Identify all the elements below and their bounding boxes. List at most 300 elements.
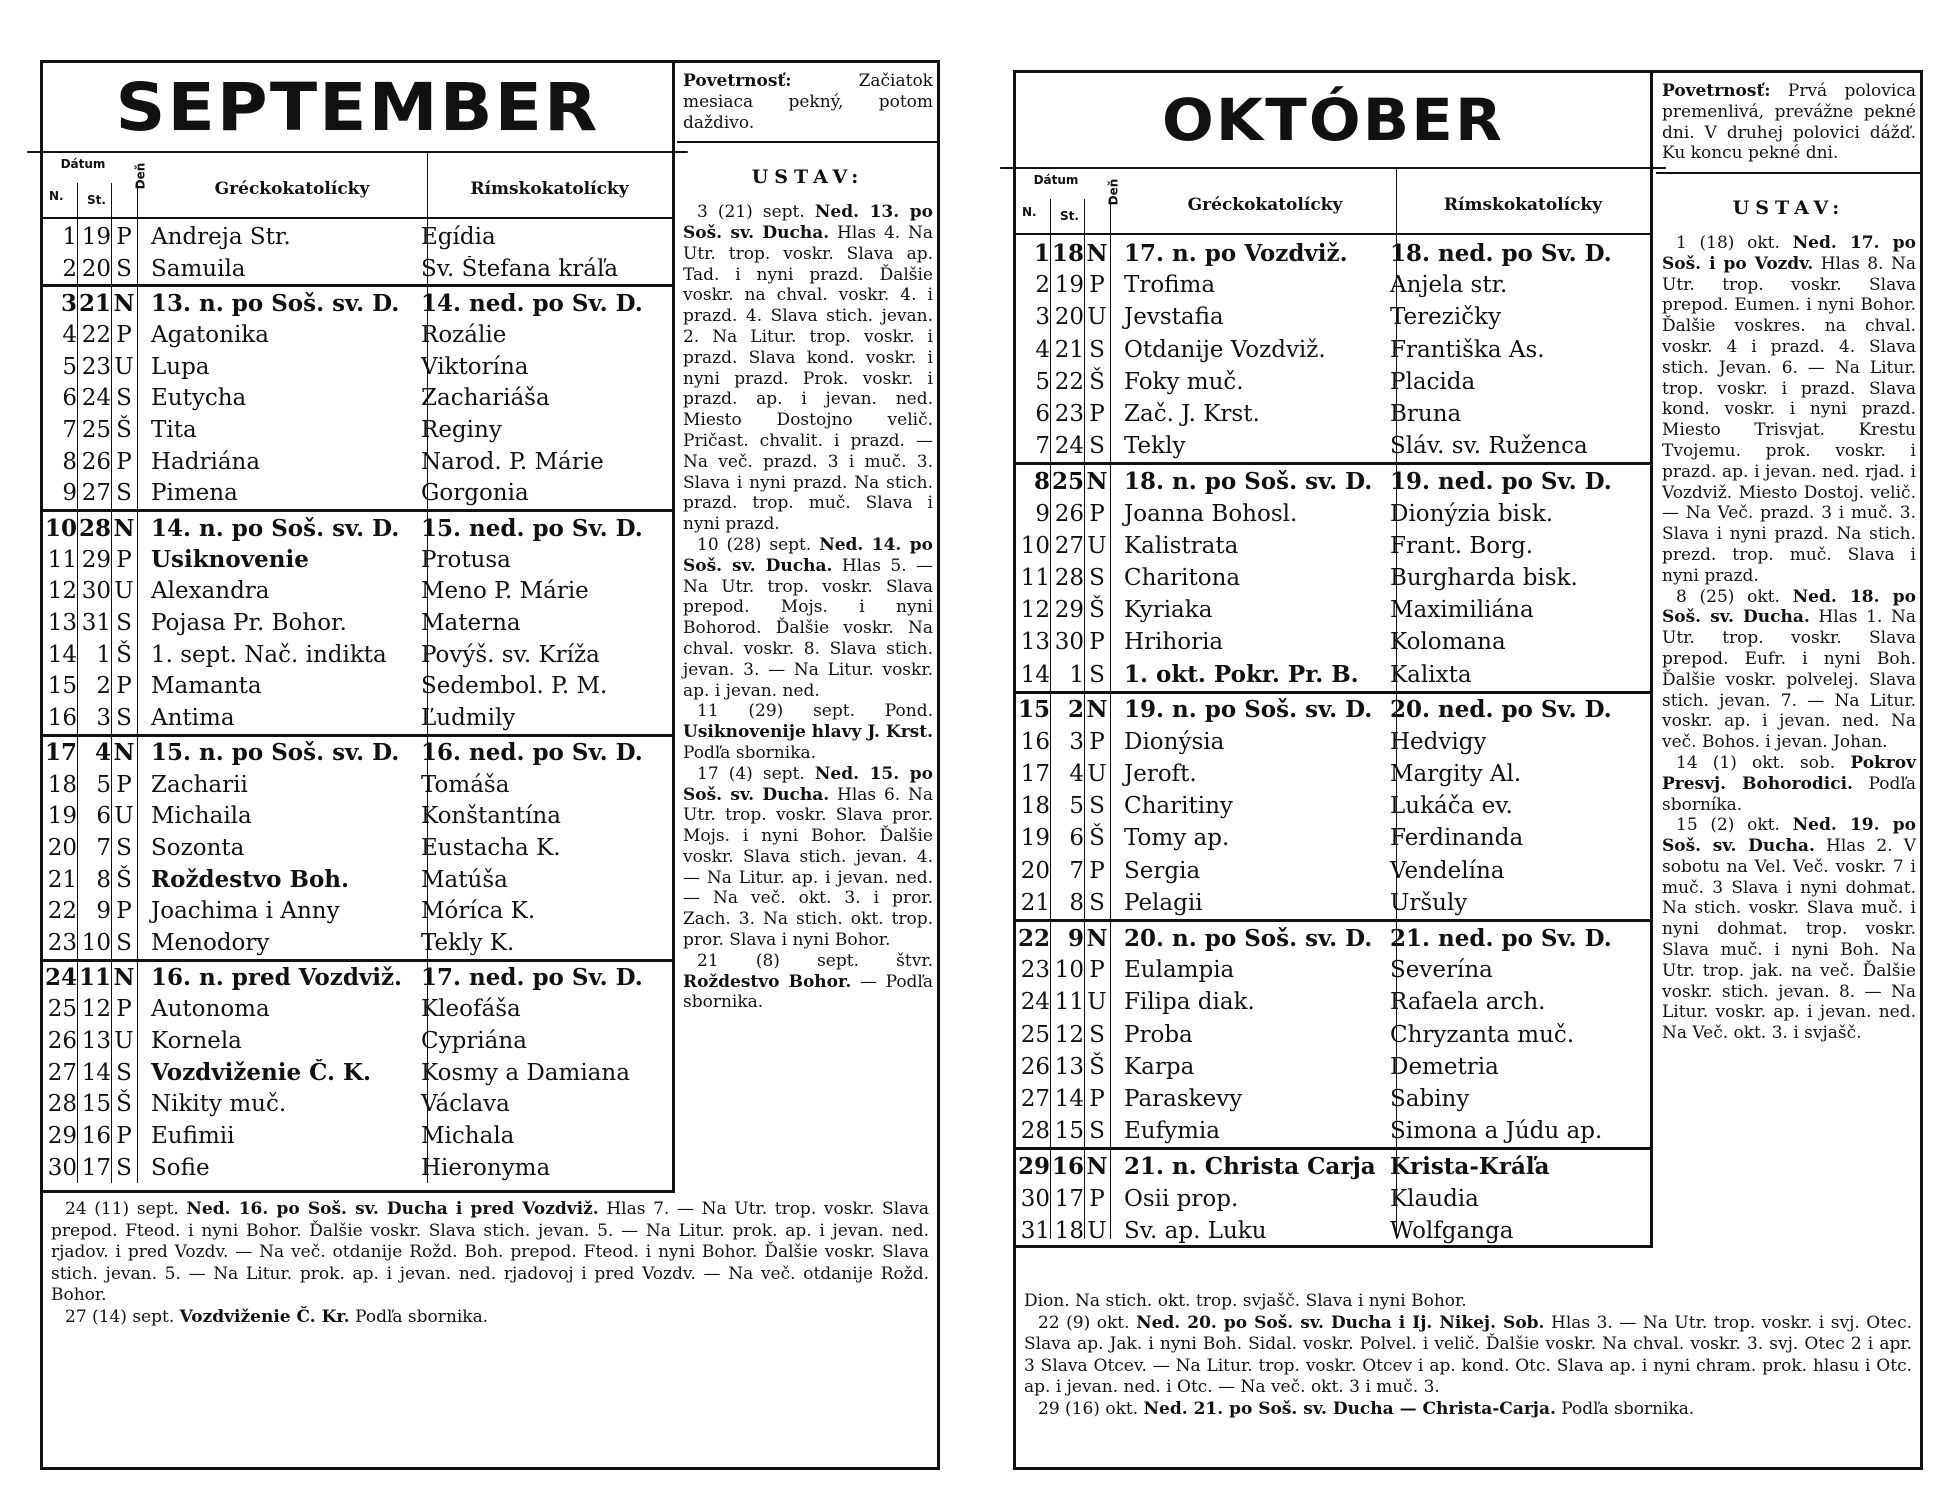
calendar-row [1016,1019,1650,1051]
weekday-letter: Š [1089,368,1105,395]
old-style-day: 12 [81,996,111,1023]
day-number: 20 [1020,857,1050,884]
roman-catholic-feast: 16. ned. po Sv. D. [421,739,643,767]
weekday-letter: S [1089,336,1105,363]
old-style-day: 28 [78,514,111,542]
header-datum: Dátum [1033,173,1079,187]
greek-catholic-feast: Jevstafia [1124,304,1224,331]
old-style-day: 2 [1067,696,1084,724]
day-number: 30 [47,1154,77,1181]
day-number: 21 [1020,889,1050,916]
old-style-day: 31 [81,610,111,637]
note-feast: Roždestvo Bohor. [683,971,852,992]
weekday-letter: U [1087,761,1107,788]
roman-catholic-feast: Matúša [421,866,508,893]
old-style-day: 1 [96,641,111,668]
roman-catholic-feast: Františka As. [1390,336,1545,363]
greek-catholic-feast: Roždestvo Boh. [151,866,350,894]
greek-catholic-feast: Joanna Bohosl. [1124,500,1298,527]
old-style-day: 13 [1054,1053,1084,1080]
note-paragraph [1662,587,1916,753]
roman-catholic-feast: Kosmy a Damiana [421,1059,630,1086]
day-number: 11 [47,546,77,573]
calendar-row [1016,691,1650,726]
note-text: Podľa sbornika. [683,742,817,763]
old-style-day: 7 [96,834,111,861]
day-number: 1 [1033,239,1050,267]
greek-catholic-feast: Eufymia [1124,1118,1220,1145]
roman-catholic-feast: Burgharda bisk. [1390,564,1578,591]
greek-catholic-feast: Alexandra [151,578,270,605]
calendar-row [1016,790,1650,822]
greek-catholic-feast: Trofima [1124,272,1216,299]
ustav-heading: USTAV: [1732,197,1846,220]
roman-catholic-feast: Frant. Borg. [1390,532,1534,559]
roman-catholic-feast: Gorgonia [421,480,529,507]
weekday-letter: N [113,739,135,767]
greek-catholic-feast: Filipa diak. [1124,989,1255,1016]
calendar-row [1016,530,1650,562]
header-greek: Gréckokatolícky [214,179,370,199]
weekday-letter: Š [116,641,132,668]
day-number: 2 [62,255,77,282]
weekday-letter: P [116,996,132,1023]
roman-catholic-feast: Václava [421,1091,510,1118]
weekday-letter: P [116,771,132,798]
old-style-day: 29 [1054,597,1084,624]
calendar-row [1016,1115,1650,1147]
old-style-day: 22 [81,321,111,348]
weekday-letter: P [116,448,132,475]
weekday-letter: N [1086,239,1108,267]
day-number: 1 [62,223,77,250]
note-text: Hlas 6. Na Utr. trop. voskr. Slava pror. Mojs. i nyni Bohor. Ďalšie voskr. Slava stich. jevan. 4. — Na Litur. ap. i jevan. ned. — Na več. okt. 3. i pror. Zach. 3. Na stich. okt. trop. pror. Slava i nyni Bohor. [683,784,933,951]
roman-catholic-feast: Kleofáša [421,996,521,1023]
weekday-letter: P [1089,401,1105,428]
day-number: 26 [47,1028,77,1055]
weekday-letter: S [1089,433,1105,460]
old-style-day: 26 [1054,500,1084,527]
greek-catholic-feast: Charitona [1124,564,1241,591]
note-paragraph [1024,1291,1912,1313]
note-feast: Ned. 14. po Soš. sv. Ducha. [683,534,933,576]
weekday-letter: P [1089,1085,1105,1112]
old-style-day: 25 [1051,467,1084,495]
day-number: 13 [1020,629,1050,656]
roman-catholic-feast: Lukáča ev. [1390,793,1513,820]
note-text: Hlas 7. — Na Utr. trop. voskr. Slava prepod. Fteod. i nyni Bohor. Ďalšie voskr. Slava stich. jevan. 5. — Na Litur. prok. ap. i jevan. ned. rjadov. i pred Vozdv. — Na več. otdanije Rožd. Boh. prepod. Fteod. i nyni Bohor. Ďalšie voskr. Slava stich. jevan. 5. — Na Litur. prok. ap. i jevan. ned. rjadovoj i pred Vozdv. — Na več. otdanije Rožd. Bohor. [51,1199,930,1305]
old-style-day: 19 [1054,272,1084,299]
weekday-letter: P [1089,728,1105,755]
header-n: N. [49,189,64,203]
old-style-day: 15 [1054,1118,1084,1145]
old-style-day: 2 [96,673,111,700]
greek-catholic-feast: Vozdviženie Č. K. [151,1059,372,1087]
calendar-row [1016,398,1650,430]
day-number: 28 [1020,1118,1050,1145]
roman-catholic-feast: 15. ned. po Sv. D. [421,514,643,542]
header-den: Deň [133,162,148,190]
note-text: Hlas 3. — Na Utr. trop. voskr. i svj. Otec. Slava ap. Jak. i nyni Boh. Sidal. voskr. Polvel. i velič. Ďalšie voskr. Na chval. voskr. 3. svj. Otec 2 i apr. 3 Slava Otcev. — Na Litur. trop. voskr. Otcev i ap. kond. Otc. Slava ap. i nyni chram. prok. hlasu i Otc. ap. i jevan. ned. i Otc. — Na več. okt. 3 i muč. 3. [1024,1312,1913,1397]
weekday-letter: S [116,1059,132,1086]
old-style-day: 10 [1054,957,1084,984]
oktober-page [1013,70,1923,1470]
greek-catholic-feast: 18. n. po Soš. sv. D. [1124,467,1373,495]
calendar-row [1016,919,1650,954]
old-style-day: 3 [1069,728,1084,755]
greek-catholic-feast: Hrihoria [1124,629,1224,656]
calendar-row [1016,269,1650,301]
header-st: St. [87,193,106,207]
day-number: 5 [62,353,77,380]
weekday-letter: U [1087,989,1107,1016]
september-sidebar [677,63,939,1013]
day-number: 11 [1020,564,1050,591]
day-number: 8 [1033,467,1050,495]
old-style-day: 8 [1069,889,1084,916]
greek-catholic-feast: Tomy ap. [1124,825,1230,852]
greek-catholic-feast: Eufimii [151,1123,235,1150]
greek-catholic-feast: Samuila [151,255,246,282]
calendar-row [1016,594,1650,626]
weekday-letter: Š [116,416,132,443]
weekday-letter: U [1087,1217,1107,1244]
greek-catholic-feast: Mamanta [151,673,262,700]
greek-catholic-feast: Sofie [151,1154,210,1181]
day-number: 25 [47,996,77,1023]
weekday-letter: P [1089,957,1105,984]
greek-catholic-feast: Tita [151,416,197,443]
old-style-day: 20 [1054,304,1084,331]
day-number: 29 [47,1123,77,1150]
greek-catholic-feast: 20. n. po Soš. sv. D. [1124,924,1373,952]
note-paragraph [683,951,933,1013]
old-style-day: 24 [1054,433,1084,460]
weekday-letter: N [113,289,135,317]
roman-catholic-feast: Placida [1390,368,1476,395]
roman-catholic-feast: 17. ned. po Sv. D. [421,964,643,992]
calendar-row [1016,301,1650,333]
weekday-letter: P [1089,857,1105,884]
weekday-letter: S [116,834,132,861]
ustav-text [1656,233,1922,1044]
weekday-letter: U [114,353,134,380]
column-divider [111,183,112,1183]
old-style-day: 14 [1054,1085,1084,1112]
roman-catholic-feast: Wolfganga [1390,1217,1514,1244]
old-style-day: 14 [81,1059,111,1086]
oktober-calendar [1016,73,1653,1248]
day-number: 4 [62,321,77,348]
greek-catholic-feast: Karpa [1124,1053,1195,1080]
greek-catholic-feast: Zacharii [151,771,248,798]
note-date: 22 (9) okt. [1038,1312,1130,1333]
roman-catholic-feast: Demetria [1390,1053,1499,1080]
september-calendar [43,63,675,1193]
oktober-footer-notes [1024,1291,1912,1420]
greek-catholic-feast: Osii prop. [1124,1185,1239,1212]
old-style-day: 21 [78,289,111,317]
day-number: 10 [44,514,77,542]
note-date: 17 (4) sept. [697,763,805,784]
weekday-letter: P [116,223,132,250]
roman-catholic-feast: Severína [1390,957,1493,984]
calendar-row [1016,887,1650,919]
calendar-row [1016,237,1650,269]
old-style-day: 17 [1054,1185,1084,1212]
column-divider [1084,199,1085,1239]
roman-catholic-feast: 14. ned. po Sv. D. [421,289,643,317]
weekday-letter: U [1087,532,1107,559]
ustav-text [677,202,939,1013]
note-text: Hlas 2. V sobotu na Vel. Več. voskr. 7 i muč. 3 Slava i nyni dohmat. Na stich. voskr. Slava muč. i nyni dohmat. trop. voskr. Slava muč. i nyni Boh. Na Utr. trop. jak. na več. Ďalšie voskr. stich. jevan. 8. — Na Litur. voskr. ap. i jevan. ned. Na Več. okt. 3. i svjašč. [1662,836,1916,1044]
greek-catholic-feast: Autonoma [151,996,270,1023]
roman-catholic-feast: Protusa [421,546,511,573]
greek-catholic-feast: Antima [151,705,235,732]
calendar-row [1016,954,1650,986]
old-style-day: 27 [1054,532,1084,559]
day-number: 17 [44,739,77,767]
old-style-day: 20 [81,255,111,282]
old-style-day: 13 [81,1028,111,1055]
roman-catholic-feast: Sabiny [1390,1085,1470,1112]
header-greek: Gréckokatolícky [1187,195,1343,215]
roman-catholic-feast: 19. ned. po Sv. D. [1390,467,1612,495]
roman-catholic-feast: Meno P. Márie [421,578,589,605]
roman-catholic-feast: Michala [421,1123,515,1150]
day-number: 27 [47,1059,77,1086]
greek-catholic-feast: Pelagii [1124,889,1203,916]
greek-catholic-feast: Lupa [151,353,210,380]
note-feast: Ned. 13. po Soš. sv. Ducha. [683,202,933,243]
weekday-letter: S [1089,889,1105,916]
day-number: 19 [47,803,77,830]
day-number: 3 [60,289,77,317]
day-number: 14 [1020,661,1050,688]
old-style-day: 11 [1054,989,1084,1016]
weekday-letter: P [116,321,132,348]
calendar-row [1016,462,1650,497]
note-feast: Ned. 18. po Soš. sv. Ducha. [1662,586,1916,628]
greek-catholic-feast: Charitiny [1124,793,1233,820]
old-style-day: 6 [96,803,111,830]
weekday-letter: U [114,803,134,830]
roman-catholic-feast: 18. ned. po Sv. D. [1390,239,1612,267]
calendar-row [1016,658,1650,690]
old-style-day: 16 [1051,1152,1084,1180]
note-date: 21 (8) sept. štvr. [697,950,933,971]
day-number: 18 [1020,793,1050,820]
day-number: 23 [47,929,77,956]
greek-catholic-feast: 14. n. po Soš. sv. D. [151,514,400,542]
weekday-letter: S [1089,564,1105,591]
old-style-day: 30 [1054,629,1084,656]
greek-catholic-feast: Nikity muč. [151,1091,287,1118]
note-paragraph [683,701,933,763]
calendar-row [1016,430,1650,462]
old-style-day: 22 [1054,368,1084,395]
note-date: 8 (25) okt. [1676,586,1780,607]
greek-catholic-feast: Joachima i Anny [151,898,340,925]
day-number: 30 [1020,1185,1050,1212]
weekday-letter: S [116,255,132,282]
column-divider [1050,199,1051,1239]
greek-catholic-feast: Michaila [151,803,252,830]
weekday-letter: N [1086,1152,1108,1180]
old-style-day: 29 [81,546,111,573]
greek-catholic-feast: Menodory [151,929,270,956]
day-number: 24 [1020,989,1050,1016]
day-number: 9 [62,480,77,507]
note-paragraph [51,1199,929,1307]
roman-catholic-feast: 21. ned. po Sv. D. [1390,924,1612,952]
weekday-letter: P [1089,500,1105,527]
header-datum: Dátum [60,157,106,171]
column-divider [137,183,138,1183]
note-text: Podľa sborníka. [1662,773,1916,815]
roman-catholic-feast: Cypriána [421,1028,527,1055]
note-paragraph [51,1307,929,1329]
roman-catholic-feast: Viktorína [421,353,529,380]
oktober-sidebar [1656,73,1922,1044]
greek-catholic-feast: Otdanije Vozdviž. [1124,336,1326,363]
day-number: 6 [62,385,77,412]
calendar-rows [1016,237,1650,1247]
greek-catholic-feast: Dionýsia [1124,728,1225,755]
greek-catholic-feast: 21. n. Christa Carja [1124,1152,1376,1180]
greek-catholic-feast: Agatonika [151,321,269,348]
old-style-day: 8 [96,866,111,893]
day-number: 28 [47,1091,77,1118]
weekday-letter: S [1089,661,1105,688]
weekday-letter: Š [1089,825,1105,852]
greek-catholic-feast: Usiknovenie [151,546,309,574]
greek-catholic-feast: Andreja Str. [151,223,291,250]
old-style-day: 30 [81,578,111,605]
greek-catholic-feast: Jeroft. [1124,761,1197,788]
note-feast: Pokrov Presvj. Bohorodici. [1662,752,1916,794]
note-feast: Ned. 20. po Soš. sv. Ducha i Ij. Nikej. Sob. [1136,1312,1545,1333]
day-number: 20 [47,834,77,861]
day-number: 14 [47,641,77,668]
day-number: 12 [47,578,77,605]
note-text: Dion. Na stich. okt. trop. svjašč. Slava i nyni Bohor. [1024,1291,1467,1311]
greek-catholic-feast: Pimena [151,480,238,507]
header-roman: Rímskokatolícky [1443,195,1603,215]
day-number: 16 [1020,728,1050,755]
day-number: 6 [1035,401,1050,428]
roman-catholic-feast: Hieronyma [421,1154,551,1181]
day-number: 3 [1035,304,1050,331]
old-style-day: 17 [81,1154,111,1181]
weekday-letter: S [1089,1118,1105,1145]
roman-catholic-feast: 20. ned. po Sv. D. [1390,696,1612,724]
day-number: 17 [1020,761,1050,788]
old-style-day: 9 [1067,924,1084,952]
greek-catholic-feast: Kornela [151,1028,242,1055]
weekday-letter: S [116,610,132,637]
note-paragraph [1662,753,1916,815]
note-date: 10 (28) sept. [697,534,812,555]
greek-catholic-feast: 13. n. po Soš. sv. D. [151,289,400,317]
greek-catholic-feast: Tekly [1124,433,1186,460]
calendar-row [1016,366,1650,398]
roman-catholic-feast: Tomáša [421,771,510,798]
old-style-day: 5 [96,771,111,798]
greek-catholic-feast: Foky muč. [1124,368,1244,395]
day-number: 4 [1035,336,1050,363]
old-style-day: 4 [94,739,111,767]
header-n: N. [1022,205,1037,219]
day-number: 18 [47,771,77,798]
roman-catholic-feast: Hedvigy [1390,728,1487,755]
note-feast: Ned. 17. po Soš. i po Vozdv. [1662,232,1916,274]
day-number: 27 [1020,1085,1050,1112]
weather-text: Prvá polovica premenlivá, prevážne pekné dni. V druhej polovici dážď. Ku koncu pekné dni. [1662,81,1916,164]
weekday-letter: N [1086,924,1108,952]
roman-catholic-feast: Uršuly [1390,889,1468,916]
weather-box [677,63,939,143]
roman-catholic-feast: Narod. P. Márie [421,448,604,475]
roman-catholic-feast: Povýš. sv. Kríža [421,641,600,668]
roman-catholic-feast: Vendelína [1390,857,1505,884]
greek-catholic-feast: Eutycha [151,385,247,412]
note-feast: Ned. 16. po Soš. sv. Ducha i pred Vozdviž. [186,1199,599,1219]
day-number: 22 [1017,924,1050,952]
weekday-letter: N [1086,696,1108,724]
note-date: 14 (1) okt. sob. [1676,752,1836,773]
greek-catholic-feast: 1. okt. Pokr. Pr. B. [1124,661,1359,689]
roman-catholic-feast: Ľudmily [421,705,516,732]
roman-catholic-feast: Bruna [1390,401,1462,428]
old-style-day: 23 [81,353,111,380]
greek-catholic-feast: Eulampia [1124,957,1235,984]
day-number: 15 [1017,696,1050,724]
note-date: 24 (11) sept. [65,1199,179,1219]
weather-label: Povetrnosť: [1662,81,1771,101]
greek-catholic-feast: Sozonta [151,834,245,861]
old-style-day: 3 [96,705,111,732]
note-date: 29 (16) okt. [1038,1398,1139,1419]
weekday-letter: P [1089,272,1105,299]
calendar-row [1016,822,1650,854]
note-feast: Ned. 15. po Soš. sv. Ducha. [683,763,933,805]
old-style-day: 18 [1051,239,1084,267]
column-divider [1396,169,1397,1239]
roman-catholic-feast: Ferdinanda [1390,825,1524,852]
weekday-letter: S [1089,1021,1105,1048]
month-title: OKTÓBER [1000,73,1666,169]
weekday-letter: U [114,578,134,605]
calendar-row [1016,1051,1650,1083]
greek-catholic-feast: Pojasa Pr. Bohor. [151,610,347,637]
old-style-day: 19 [81,223,111,250]
note-feast: Vozdviženie Č. Kr. [179,1306,350,1327]
greek-catholic-feast: Proba [1124,1021,1193,1048]
day-number: 13 [47,610,77,637]
roman-catholic-feast: Sláv. sv. Ruženca [1390,433,1588,460]
roman-catholic-feast: Margity Al. [1390,761,1522,788]
day-number: 15 [47,673,77,700]
greek-catholic-feast: 16. n. pred Vozdviž. [151,964,403,992]
note-date: 1 (18) okt. [1676,232,1780,253]
column-divider [77,183,78,1183]
note-date: 3 (21) sept. [697,202,805,223]
roman-catholic-feast: Sv. Štefana kráľa [421,255,619,282]
old-style-day: 23 [1054,401,1084,428]
old-style-day: 16 [81,1123,111,1150]
old-style-day: 5 [1069,793,1084,820]
